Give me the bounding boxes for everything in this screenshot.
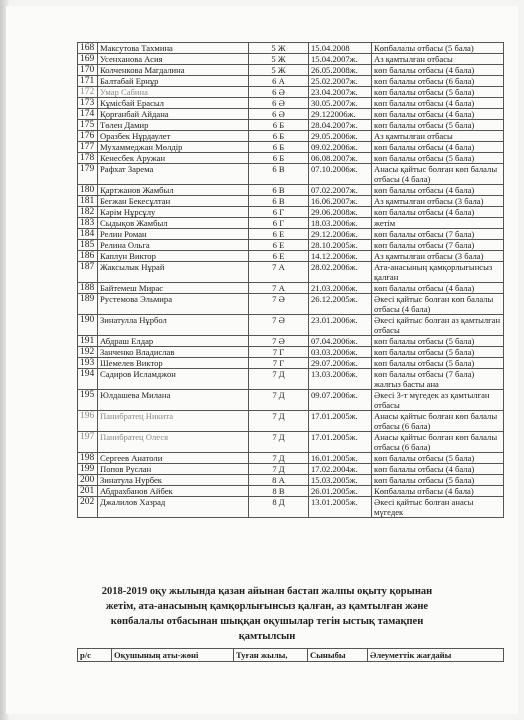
table-row bbox=[78, 87, 504, 98]
social-status-cell: Анасы қайтыс болған көп балалы отбасы (6 бала) bbox=[372, 432, 504, 453]
social-status-cell: Әкесі қайтыс болған көп балалы отбасы (4 бала) bbox=[372, 294, 504, 315]
table-row bbox=[78, 196, 504, 207]
row-number-cell: 180 bbox=[78, 185, 98, 196]
birth-date-cell: 17.02.2004ж. bbox=[309, 464, 372, 475]
social-status-cell: көп балалы отбасы (5 бала) bbox=[372, 336, 504, 347]
table-row bbox=[78, 315, 504, 336]
class-cell: 6 Ә bbox=[249, 87, 309, 98]
birth-date-cell: 17.01.2005ж. bbox=[309, 432, 372, 453]
social-status-cell: Аз қамтылған отбасы bbox=[372, 54, 504, 65]
row-number-cell: 196 bbox=[78, 411, 98, 432]
row-number-cell: 168 bbox=[78, 43, 98, 54]
student-name-cell: Зинатулла Нұрбол bbox=[98, 315, 249, 336]
social-status-cell: көп балалы отбасы (4 бала) bbox=[372, 109, 504, 120]
row-number-cell: 176 bbox=[78, 131, 98, 142]
row-number-cell: 192 bbox=[78, 347, 98, 358]
row-number-cell: 201 bbox=[78, 486, 98, 497]
row-number-cell: 193 bbox=[78, 358, 98, 369]
student-name-cell: Қартжанов Жамбыл bbox=[98, 185, 249, 196]
header-row bbox=[78, 649, 504, 662]
social-status-cell: көп балалы отбасы (4 бала) bbox=[372, 207, 504, 218]
order-heading: 2018-2019 оқу жылында қазан айынан бастап жалпы оқыту қорынан жетім, ата-анасының қамқорлығынсыз қалған, аз қамтылған және көпбалалы отбасынан шыққан оқушылар тегін ыстық тамақпен қамтылсын bbox=[101, 586, 433, 642]
row-number-cell: 170 bbox=[78, 65, 98, 76]
table-row bbox=[78, 229, 504, 240]
student-name-cell: Умар Сабина bbox=[98, 87, 249, 98]
class-cell: 5 Ж bbox=[249, 54, 309, 65]
birth-date-cell: 07.04.2006ж. bbox=[309, 336, 372, 347]
social-status-cell: Ата-анасының қамқорлығынсыз қалған bbox=[372, 262, 504, 283]
student-name-cell: Қорғанбай Айдана bbox=[98, 109, 249, 120]
table-row bbox=[78, 294, 504, 315]
class-cell: 6 В bbox=[249, 164, 309, 185]
class-cell: 6 Г bbox=[249, 207, 309, 218]
table-row bbox=[78, 411, 504, 432]
class-cell: 7 Д bbox=[249, 369, 309, 390]
birth-date-cell: 25.02.2007ж. bbox=[309, 76, 372, 87]
class-cell: 6 Б bbox=[249, 131, 309, 142]
student-name-cell: Попов Руслан bbox=[98, 464, 249, 475]
student-name-cell: Юлдашева Милана bbox=[98, 390, 249, 411]
social-status-cell: көп балалы отбасы (4 бала) bbox=[372, 464, 504, 475]
class-cell: 6 Б bbox=[249, 153, 309, 164]
social-status-cell: Аз қамтылған отбасы (3 бала) bbox=[372, 251, 504, 262]
row-number-cell: 189 bbox=[78, 294, 98, 315]
birth-date-cell: 14.12.2006ж. bbox=[309, 251, 372, 262]
next-table-header bbox=[77, 648, 504, 662]
class-cell: 7 Ә bbox=[249, 315, 309, 336]
table-row bbox=[78, 185, 504, 196]
birth-date-cell: 16.06.2007ж. bbox=[309, 196, 372, 207]
birth-date-cell: 15.04.2007ж. bbox=[309, 54, 372, 65]
table-row bbox=[78, 164, 504, 185]
birth-date-cell: 23.01.2006ж. bbox=[309, 315, 372, 336]
class-cell: 7 Д bbox=[249, 432, 309, 453]
student-name-cell: Кәрім Нұрсұлу bbox=[98, 207, 249, 218]
class-cell: 8 А bbox=[249, 475, 309, 486]
row-number-cell: 185 bbox=[78, 240, 98, 251]
social-status-cell: көп балалы отбасы (5 бала) bbox=[372, 475, 504, 486]
social-status-cell: көп балалы отбасы (5 бала) bbox=[372, 87, 504, 98]
table-row bbox=[78, 453, 504, 464]
social-status-cell: көп балалы отбасы (7 бала) bbox=[372, 229, 504, 240]
birth-date-cell: 21.03.2006ж. bbox=[309, 283, 372, 294]
class-cell: 5 Ж bbox=[249, 43, 309, 54]
student-name-cell: Мухаммеджан Мөлдір bbox=[98, 142, 249, 153]
class-cell: 5 Ж bbox=[249, 65, 309, 76]
student-name-cell: Абдраш Елдар bbox=[98, 336, 249, 347]
row-number-cell: 186 bbox=[78, 251, 98, 262]
row-number-cell: 200 bbox=[78, 475, 98, 486]
class-cell: 8 В bbox=[249, 486, 309, 497]
birth-date-cell: 28.10.2005ж. bbox=[309, 240, 372, 251]
student-name-cell: Релина Ольга bbox=[98, 240, 249, 251]
social-status-cell: Анасы қайтыс болған көп балалы отбасы (6 бала) bbox=[372, 411, 504, 432]
social-status-cell: көп балалы отбасы (4 бала) bbox=[372, 65, 504, 76]
row-number-cell: 198 bbox=[78, 453, 98, 464]
table-row bbox=[78, 336, 504, 347]
student-name-cell: Кұмісбай Ерасыл bbox=[98, 98, 249, 109]
student-name-cell: Садиров Исламджон bbox=[98, 369, 249, 390]
student-name-cell: Каплун Виктор bbox=[98, 251, 249, 262]
social-status-cell: Әкесі 3-т мүгедек аз қамтылған отбасы bbox=[372, 390, 504, 411]
birth-date-cell: 18.03.2006ж. bbox=[309, 218, 372, 229]
table-row bbox=[78, 207, 504, 218]
birth-date-cell: 13.01.2005ж. bbox=[309, 497, 372, 518]
row-number-cell: 181 bbox=[78, 196, 98, 207]
table-row bbox=[78, 65, 504, 76]
social-status-cell: Көпбалалы отбасы (5 бала) bbox=[372, 43, 504, 54]
class-cell: 7 Ә bbox=[249, 294, 309, 315]
row-number-cell: 175 bbox=[78, 120, 98, 131]
header-cell-class: Сыныбы bbox=[308, 649, 368, 662]
table-row bbox=[78, 283, 504, 294]
social-status-cell: көп балалы отбасы (4 бала) bbox=[372, 142, 504, 153]
student-name-cell: Джалилов Хазрад bbox=[98, 497, 249, 518]
table-row bbox=[78, 76, 504, 87]
social-status-cell: көп балалы отбасы (4 бала) bbox=[372, 98, 504, 109]
class-cell: 7 Г bbox=[249, 358, 309, 369]
social-status-cell: көп балалы отбасы (5 бала) bbox=[372, 153, 504, 164]
class-cell: 8 Д bbox=[249, 497, 309, 518]
student-name-cell: Колченкова Магдалина bbox=[98, 65, 249, 76]
student-name-cell: Панибратец Никита bbox=[98, 411, 249, 432]
birth-date-cell: 15.03.2005ж. bbox=[309, 475, 372, 486]
students-table bbox=[77, 42, 504, 518]
student-name-cell: Сергеев Анатоли bbox=[98, 453, 249, 464]
table-row bbox=[78, 120, 504, 131]
table-row bbox=[78, 475, 504, 486]
class-cell: 6 Е bbox=[249, 251, 309, 262]
table-row bbox=[78, 218, 504, 229]
header-cell-name: Оқушының аты-жөні bbox=[112, 649, 234, 662]
table-row bbox=[78, 369, 504, 390]
birth-date-cell: 13.03.2006ж. bbox=[309, 369, 372, 390]
class-cell: 6 Б bbox=[249, 120, 309, 131]
row-number-cell: 177 bbox=[78, 142, 98, 153]
table-row bbox=[78, 43, 504, 54]
social-status-cell: көп балалы отбасы (5 бала) bbox=[372, 347, 504, 358]
student-name-cell: Жаксылык Нұрай bbox=[98, 262, 249, 283]
table-row bbox=[78, 109, 504, 120]
student-name-cell: Төлен Дамир bbox=[98, 120, 249, 131]
table-row bbox=[78, 358, 504, 369]
table-row bbox=[78, 486, 504, 497]
student-name-cell: Занченко Владислав bbox=[98, 347, 249, 358]
class-cell: 7 Г bbox=[249, 347, 309, 358]
birth-date-cell: 29.12.2006ж. bbox=[309, 229, 372, 240]
row-number-cell: 194 bbox=[78, 369, 98, 390]
social-status-cell: Әкесі қайтыс болған анасы мүгедек bbox=[372, 497, 504, 518]
class-cell: 7 Д bbox=[249, 453, 309, 464]
table-row bbox=[78, 464, 504, 475]
social-status-cell: көп балалы отбасы (5 бала) bbox=[372, 453, 504, 464]
birth-date-cell: 29.07.2006ж. bbox=[309, 358, 372, 369]
birth-date-cell: 15.04.2008 bbox=[309, 43, 372, 54]
student-name-cell: Максутова Тахмина bbox=[98, 43, 249, 54]
header-cell-birth-year: Туған жылы, bbox=[234, 649, 308, 662]
class-cell: 7 Д bbox=[249, 464, 309, 475]
class-cell: 6 Ә bbox=[249, 109, 309, 120]
birth-date-cell: 28.04.2007ж. bbox=[309, 120, 372, 131]
row-number-cell: 184 bbox=[78, 229, 98, 240]
social-status-cell: көп балалы отбасы (4 бала) bbox=[372, 185, 504, 196]
student-name-cell: Рустемова Эльмира bbox=[98, 294, 249, 315]
table-row bbox=[78, 153, 504, 164]
row-number-cell: 197 bbox=[78, 432, 98, 453]
class-cell: 6 В bbox=[249, 196, 309, 207]
birth-date-cell: 16.01.2005ж. bbox=[309, 453, 372, 464]
row-number-cell: 199 bbox=[78, 464, 98, 475]
row-number-cell: 191 bbox=[78, 336, 98, 347]
header-cell-social-status: Әлеуметтік жағдайы bbox=[368, 649, 504, 662]
birth-date-cell: 17.01.2005ж. bbox=[309, 411, 372, 432]
birth-date-cell: 06.08.2007ж. bbox=[309, 153, 372, 164]
row-number-cell: 172 bbox=[78, 87, 98, 98]
social-status-cell: Әкесі қайтыс болған аз қамтылған отбасы bbox=[372, 315, 504, 336]
birth-date-cell: 07.10.2006ж. bbox=[309, 164, 372, 185]
class-cell: 7 Д bbox=[249, 411, 309, 432]
birth-date-cell: 03.03.2006ж. bbox=[309, 347, 372, 358]
table-row bbox=[78, 432, 504, 453]
birth-date-cell: 26.12.2005ж. bbox=[309, 294, 372, 315]
row-number-cell: 179 bbox=[78, 164, 98, 185]
class-cell: 6 Ә bbox=[249, 98, 309, 109]
student-name-cell: Усенханова Асия bbox=[98, 54, 249, 65]
table-row bbox=[78, 390, 504, 411]
student-name-cell: Бегжан Бекесұлтан bbox=[98, 196, 249, 207]
class-cell: 6 Е bbox=[249, 240, 309, 251]
birth-date-cell: 09.07.2006ж. bbox=[309, 390, 372, 411]
birth-date-cell: 26.05.2008ж. bbox=[309, 65, 372, 76]
row-number-cell: 202 bbox=[78, 497, 98, 518]
birth-date-cell: 23.04.2007ж. bbox=[309, 87, 372, 98]
row-number-cell: 188 bbox=[78, 283, 98, 294]
class-cell: 6 А bbox=[249, 76, 309, 87]
birth-date-cell: 09.02.2006ж. bbox=[309, 142, 372, 153]
student-name-cell: Шемелев Виктор bbox=[98, 358, 249, 369]
class-cell: 6 Г bbox=[249, 218, 309, 229]
birth-date-cell: 29.05.2006ж. bbox=[309, 131, 372, 142]
social-status-cell: көп балалы отбасы (6 бала) bbox=[372, 76, 504, 87]
row-number-cell: 195 bbox=[78, 390, 98, 411]
social-status-cell: жетім bbox=[372, 218, 504, 229]
row-number-cell: 173 bbox=[78, 98, 98, 109]
class-cell: 6 В bbox=[249, 185, 309, 196]
row-number-cell: 174 bbox=[78, 109, 98, 120]
social-status-cell: Аз қамтылған отбасы (3 бала) bbox=[372, 196, 504, 207]
table-row bbox=[78, 240, 504, 251]
student-name-cell: Зинатула Нурбек bbox=[98, 475, 249, 486]
student-name-cell: Панибратец Олеся bbox=[98, 432, 249, 453]
birth-date-cell: 26.01.2005ж. bbox=[309, 486, 372, 497]
birth-date-cell: 30.05.2007ж. bbox=[309, 98, 372, 109]
row-number-cell: 169 bbox=[78, 54, 98, 65]
table-row bbox=[78, 262, 504, 283]
student-name-cell: Кенесбек Аружан bbox=[98, 153, 249, 164]
table-row bbox=[78, 347, 504, 358]
birth-date-cell: 07.02.2007ж. bbox=[309, 185, 372, 196]
social-status-cell: көп балалы отбасы (5 бала) bbox=[372, 120, 504, 131]
table-row bbox=[78, 98, 504, 109]
class-cell: 7 А bbox=[249, 262, 309, 283]
row-number-cell: 190 bbox=[78, 315, 98, 336]
table-row bbox=[78, 251, 504, 262]
class-cell: 7 Д bbox=[249, 390, 309, 411]
class-cell: 7 А bbox=[249, 283, 309, 294]
row-number-cell: 178 bbox=[78, 153, 98, 164]
birth-date-cell: 28.02.2006ж. bbox=[309, 262, 372, 283]
row-number-cell: 171 bbox=[78, 76, 98, 87]
table-row bbox=[78, 142, 504, 153]
student-name-cell: Байтемеш Мирас bbox=[98, 283, 249, 294]
class-cell: 6 Б bbox=[249, 142, 309, 153]
student-name-cell: Релин Роман bbox=[98, 229, 249, 240]
social-status-cell: көп балалы отбасы (7 бала) жалғыз басты ана bbox=[372, 369, 504, 390]
table-row bbox=[78, 497, 504, 518]
student-name-cell: Абдрахбанов Айбек bbox=[98, 486, 249, 497]
table-row bbox=[78, 54, 504, 65]
student-name-cell: Сыдықов Жамбыл bbox=[98, 218, 249, 229]
class-cell: 6 Е bbox=[249, 229, 309, 240]
social-status-cell: көп балалы отбасы (7 бала) bbox=[372, 240, 504, 251]
table-row bbox=[78, 131, 504, 142]
social-status-cell: көп балалы отбасы (4 бала) bbox=[372, 283, 504, 294]
row-number-cell: 183 bbox=[78, 218, 98, 229]
row-number-cell: 187 bbox=[78, 262, 98, 283]
social-status-cell: Аз қамтылған отбасы bbox=[372, 131, 504, 142]
class-cell: 7 Ә bbox=[249, 336, 309, 347]
row-number-cell: 182 bbox=[78, 207, 98, 218]
birth-date-cell: 29.122006ж. bbox=[309, 109, 372, 120]
student-name-cell: Балтабай Ернұр bbox=[98, 76, 249, 87]
social-status-cell: Анасы қайтыс болған көп балалы отбасы (4 бала) bbox=[372, 164, 504, 185]
student-name-cell: Рафхат Зарема bbox=[98, 164, 249, 185]
student-name-cell: Оразбек Нұрдаулет bbox=[98, 131, 249, 142]
birth-date-cell: 29.06.2008ж. bbox=[309, 207, 372, 218]
social-status-cell: Көпбалалы отбасы (4 бала) bbox=[372, 486, 504, 497]
header-cell-number: р/с bbox=[78, 649, 112, 662]
social-status-cell: көп балалы отбасы (5 бала) bbox=[372, 358, 504, 369]
